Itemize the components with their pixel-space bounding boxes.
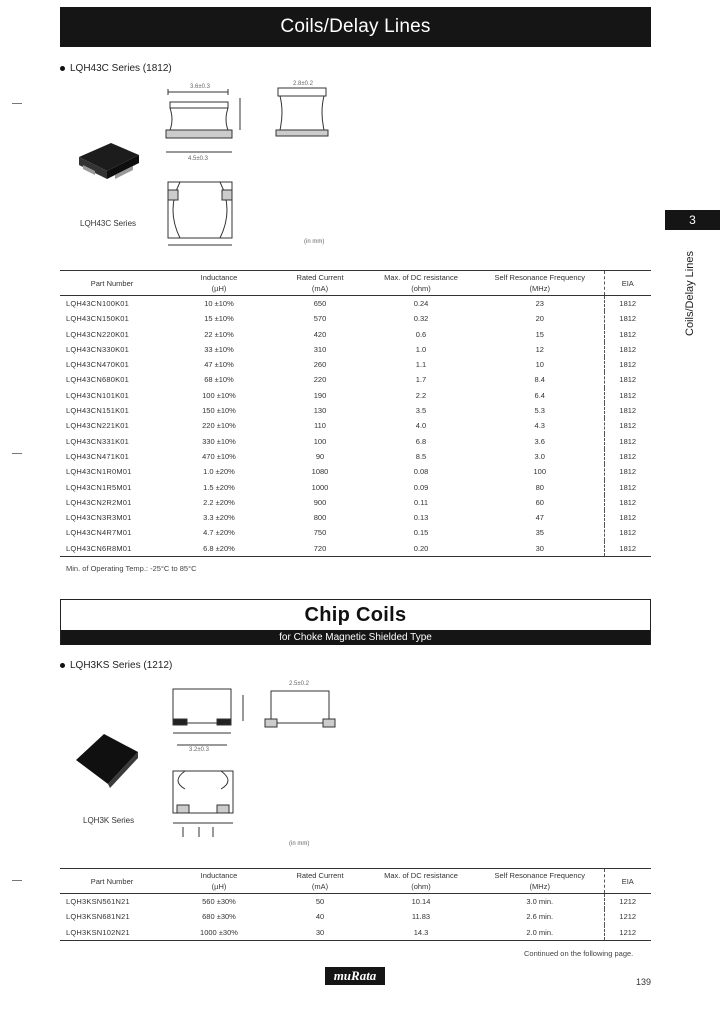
cell-self-resonance: 3.0: [534, 451, 545, 461]
cell-dc-resistance: 0.09: [413, 482, 429, 492]
col-part-number: Part Number: [60, 271, 164, 296]
cell-dc-resistance: 11.83: [411, 912, 431, 922]
cell-dc-resistance: 2.2: [415, 390, 427, 400]
cell-self-resonance: 2.0 min.: [476, 925, 604, 941]
cell-dc-resistance: 0.13: [413, 513, 429, 523]
lqh43c-dimension-drawing: [158, 80, 338, 250]
cell-eia: 1812: [604, 541, 651, 557]
cell-rated-current: 1080: [311, 467, 329, 477]
cell-inductance: 150 ±10%: [202, 406, 236, 416]
table-row: [60, 434, 651, 449]
col-eia: EIA: [604, 271, 651, 296]
cell-dc-resistance: 3.5: [415, 406, 427, 416]
cell-rated-current: 1000: [311, 482, 329, 492]
lqh43c-spec-table: [60, 270, 651, 557]
cell-rated-current: 750: [313, 528, 327, 538]
cell-part-number: LQH43CN221K01: [66, 421, 130, 431]
cell-dc-resistance: 10.14: [411, 897, 431, 906]
table-row: [60, 525, 651, 540]
cell-self-resonance: 20: [535, 314, 544, 324]
registration-mark: [12, 103, 22, 104]
photo-caption: LQH43C Series: [80, 219, 137, 228]
lqh3ks-photo: [72, 730, 142, 790]
cell-part-number: LQH43CN330K01: [66, 344, 130, 354]
col-inductance: Inductance (µH): [164, 869, 274, 894]
cell-inductance: 1.0 ±20%: [203, 467, 235, 477]
cell-inductance: 10 ±10%: [204, 299, 234, 308]
cell-rated-current: 130: [313, 406, 327, 416]
cell-eia: 1812: [604, 403, 651, 418]
cell-part-number: LQH43CN680K01: [66, 375, 130, 385]
cell-rated-current: 30: [274, 925, 366, 941]
series-title: LQH3KS Series (1212): [70, 660, 173, 671]
cell-inductance: 1.5 ±20%: [203, 482, 235, 492]
cell-self-resonance: 10: [535, 360, 544, 370]
cell-inductance: 68 ±10%: [204, 375, 234, 385]
cell-eia: 1812: [604, 434, 651, 449]
series-heading-lqh43c: [60, 63, 172, 74]
cell-part-number: LQH43CN1R0M01: [66, 467, 132, 477]
svg-text:(in mm): (in mm): [289, 841, 310, 847]
col-part-number: Part Number: [60, 869, 164, 894]
cell-eia: 1812: [604, 388, 651, 403]
cell-self-resonance: 47: [535, 513, 544, 523]
table-row: [60, 464, 651, 479]
cell-self-resonance: 100: [533, 467, 546, 477]
cell-part-number: LQH43CN471K01: [66, 451, 130, 461]
svg-text:3.6±0.3: 3.6±0.3: [190, 84, 210, 90]
cell-rated-current: 110: [314, 421, 326, 431]
cell-eia: 1212: [604, 894, 651, 910]
cell-self-resonance: 3.6: [534, 436, 545, 446]
cell-eia: 1812: [604, 449, 651, 464]
cell-eia: 1812: [604, 327, 651, 342]
cell-inductance: 6.8 ±20%: [164, 541, 274, 557]
chip-coils-title-box: [60, 599, 651, 645]
cell-rated-current: 220: [313, 375, 327, 385]
cell-inductance: 560 ±30%: [202, 897, 236, 906]
svg-text:2.5±0.2: 2.5±0.2: [289, 681, 309, 687]
table-row: [60, 495, 651, 510]
cell-eia: 1812: [604, 418, 651, 433]
cell-inductance: 4.7 ±20%: [203, 528, 235, 538]
table-row: [60, 909, 651, 924]
cell-self-resonance: 23: [535, 299, 544, 308]
section-title: Chip Coils: [304, 604, 407, 626]
cell-part-number: LQH43CN3R3M01: [66, 513, 132, 523]
cell-rated-current: 310: [313, 344, 327, 354]
section-subtitle: for Choke Magnetic Shielded Type: [61, 630, 650, 645]
cell-inductance: 220 ±10%: [202, 421, 236, 431]
col-inductance: Inductance (µH): [164, 271, 274, 296]
cell-part-number: LQH43CN331K01: [66, 436, 130, 446]
cell-self-resonance: 60: [535, 497, 544, 507]
table-row: [60, 403, 651, 418]
cell-self-resonance: 35: [535, 528, 544, 538]
chapter-number-tab: 3: [665, 210, 720, 230]
cell-eia: 1812: [604, 480, 651, 495]
cell-part-number: LQH43CN151K01: [66, 406, 130, 416]
cell-part-number: LQH43CN2R2M01: [66, 497, 132, 507]
cell-inductance: 1000 ±30%: [164, 925, 274, 941]
cell-eia: 1212: [604, 909, 651, 924]
cell-rated-current: 720: [274, 541, 366, 557]
lqh43c-photo: [75, 135, 145, 190]
cell-part-number: LQH3KSN681N21: [66, 912, 130, 922]
cell-dc-resistance: 0.32: [413, 314, 429, 324]
cell-eia: 1812: [604, 525, 651, 540]
continued-note: Continued on the following page.: [524, 949, 634, 958]
cell-self-resonance: 12: [535, 344, 544, 354]
page-number: 139: [636, 977, 652, 987]
cell-self-resonance: 5.3: [534, 406, 545, 416]
cell-self-resonance: 6.4: [534, 390, 545, 400]
svg-text:2.8±0.2: 2.8±0.2: [293, 81, 313, 87]
cell-inductance: 470 ±10%: [202, 451, 236, 461]
cell-dc-resistance: 0.20: [366, 541, 476, 557]
cell-self-resonance: 80: [535, 482, 544, 492]
col-eia: EIA: [604, 869, 651, 894]
cell-rated-current: 650: [313, 299, 327, 308]
cell-dc-resistance: 1.0: [415, 344, 427, 354]
cell-inductance: 15 ±10%: [204, 314, 234, 324]
cell-eia: 1812: [604, 464, 651, 479]
svg-text:4.5±0.3: 4.5±0.3: [188, 156, 208, 162]
cell-part-number: LQH43CN1R5M01: [66, 482, 132, 492]
lqh3ks-spec-table: [60, 868, 651, 941]
table-row: [60, 296, 651, 312]
cell-dc-resistance: 0.15: [413, 528, 429, 538]
cell-part-number: LQH43CN220K01: [66, 329, 130, 339]
table-row: [60, 311, 651, 326]
registration-mark: [12, 453, 22, 454]
table-row: [60, 510, 651, 525]
cell-rated-current: 420: [313, 329, 327, 339]
cell-dc-resistance: 0.6: [415, 329, 427, 339]
bullet-icon: [60, 66, 65, 71]
cell-inductance: 680 ±30%: [202, 912, 236, 922]
cell-part-number: LQH43CN4R7M01: [66, 528, 132, 538]
cell-dc-resistance: 1.1: [415, 360, 427, 370]
col-dc-resistance: Max. of DC resistance (ohm): [366, 869, 476, 894]
svg-text:(in mm): (in mm): [304, 239, 325, 245]
lqh3ks-dimension-drawing: [165, 675, 335, 855]
series-heading-lqh3ks: [60, 660, 172, 671]
cell-eia: 1212: [604, 925, 651, 941]
table-row: [60, 925, 651, 941]
col-dc-resistance: Max. of DC resistance (ohm): [366, 271, 476, 296]
cell-dc-resistance: 0.11: [413, 497, 429, 507]
cell-inductance: 3.3 ±20%: [203, 513, 235, 523]
cell-part-number: LQH43CN470K01: [66, 360, 130, 370]
col-self-resonance: Self Resonance Frequency (MHz): [476, 869, 604, 894]
cell-self-resonance: 15: [535, 329, 544, 339]
cell-rated-current: 190: [313, 390, 327, 400]
cell-self-resonance: 2.6 min.: [526, 912, 554, 922]
page-title: Coils/Delay Lines: [60, 7, 651, 47]
table-row: [60, 357, 651, 372]
registration-mark: [12, 880, 22, 881]
table-header-row: [60, 271, 651, 296]
cell-part-number: LQH3KSN561N21: [66, 897, 130, 906]
cell-eia: 1812: [604, 357, 651, 372]
murata-logo: muRata: [325, 967, 385, 985]
cell-inductance: 33 ±10%: [204, 344, 234, 354]
table-row: [60, 418, 651, 433]
table-row: [60, 388, 651, 403]
col-rated-current: Rated Current (mA): [274, 271, 366, 296]
cell-dc-resistance: 0.24: [413, 299, 429, 308]
cell-rated-current: 40: [315, 912, 325, 922]
cell-eia: 1812: [604, 311, 651, 326]
cell-dc-resistance: 4.0: [415, 421, 427, 431]
cell-rated-current: 800: [313, 513, 327, 523]
table-row: [60, 894, 651, 910]
cell-inductance: 22 ±10%: [204, 329, 234, 339]
cell-dc-resistance: 8.5: [415, 451, 427, 461]
cell-eia: 1812: [604, 372, 651, 387]
cell-part-number: LQH43CN100K01: [66, 299, 130, 308]
cell-rated-current: 260: [313, 360, 327, 370]
cell-dc-resistance: 6.8: [415, 436, 427, 446]
cell-eia: 1812: [604, 296, 651, 312]
cell-part-number: LQH43CN6R8M01: [60, 541, 164, 557]
cell-self-resonance: 30: [476, 541, 604, 557]
table-row: [60, 541, 651, 557]
svg-text:3.2±0.3: 3.2±0.3: [189, 747, 209, 753]
bullet-icon: [60, 663, 65, 668]
cell-dc-resistance: 1.7: [415, 375, 427, 385]
cell-dc-resistance: 0.08: [413, 467, 429, 477]
cell-rated-current: 90: [315, 451, 325, 461]
cell-rated-current: 50: [315, 897, 325, 906]
cell-rated-current: 900: [313, 497, 327, 507]
table-row: [60, 372, 651, 387]
operating-temp-note: Min. of Operating Temp.: ‑25°C to 85°C: [66, 564, 197, 573]
photo-caption: LQH3K Series: [83, 816, 135, 825]
cell-part-number: LQH43CN101K01: [66, 390, 130, 400]
table-row: [60, 449, 651, 464]
cell-inductance: 100 ±10%: [202, 390, 236, 400]
table-row: [60, 480, 651, 495]
cell-part-number: LQH43CN150K01: [66, 314, 130, 324]
cell-dc-resistance: 14.3: [366, 925, 476, 941]
cell-self-resonance: 3.0 min.: [526, 897, 554, 906]
cell-inductance: 47 ±10%: [204, 360, 234, 370]
cell-inductance: 330 ±10%: [202, 436, 236, 446]
cell-self-resonance: 8.4: [534, 375, 545, 385]
chapter-side-label: [684, 236, 704, 336]
cell-part-number: LQH3KSN102N21: [60, 925, 164, 941]
col-self-resonance: Self Resonance Frequency (MHz): [476, 271, 604, 296]
cell-self-resonance: 4.3: [534, 421, 545, 431]
cell-eia: 1812: [604, 342, 651, 357]
table-header-row: [60, 869, 651, 894]
table-row: [60, 327, 651, 342]
series-title: LQH43C Series (1812): [70, 63, 172, 74]
cell-inductance: 2.2 ±20%: [203, 497, 235, 507]
cell-eia: 1812: [604, 495, 651, 510]
cell-rated-current: 570: [313, 314, 327, 324]
table-row: [60, 342, 651, 357]
col-rated-current: Rated Current (mA): [274, 869, 366, 894]
cell-eia: 1812: [604, 510, 651, 525]
cell-rated-current: 100: [313, 436, 327, 446]
chapter-side-label-text: Coils/Delay Lines: [684, 251, 696, 336]
